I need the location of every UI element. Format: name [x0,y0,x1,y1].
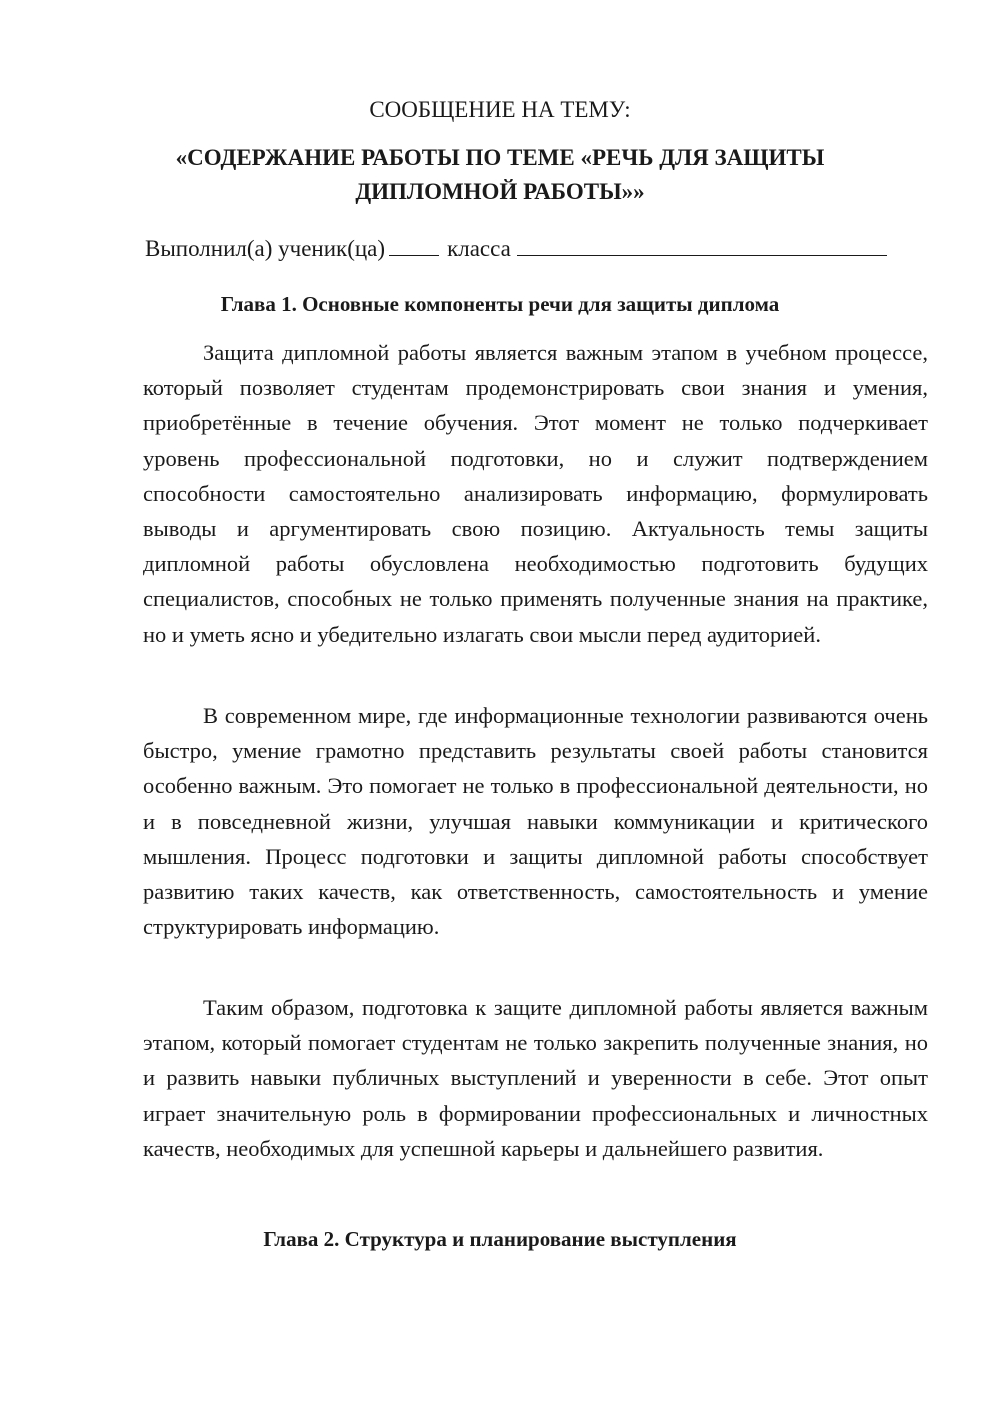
class-blank [389,233,439,256]
chapter-1-paragraph-2: В современном мире, где информационные технологии развиваются очень быстро, умение грамотно представить результаты своей работы становится особенно важным. Это помогает не только в профессиональной деятельности, но и в повседневной жизни, улучшая навыки коммуникации и критического мышления. Процесс подготовки и защиты дипломной работы способствует развитию таких качеств, как ответственность, самостоятельность и умение структурировать информацию. [143,703,928,940]
topic-line: СООБЩЕНИЕ НА ТЕМУ: [369,97,631,122]
performed-by-label: Выполнил(а) ученик(ца) [145,236,386,261]
document-title-line-1: «СОДЕРЖАНИЕ РАБОТЫ ПО ТЕМЕ «РЕЧЬ ДЛЯ ЗАЩИТЫ [175,145,825,170]
chapter-1-heading: Глава 1. Основные компоненты речи для защиты диплома [220,292,780,316]
chapter-1-paragraph-1: Защита дипломной работы является важным этапом в учебном процессе, который позволяет студентам продемонстрировать свои знания и умения, приобретённые в течение обучения. Этот момент не только подчеркивает уровень профессиональной подготовки, но и служит подтверждением способности самостоятельно анализировать информацию, формулировать выводы и аргументировать свою позицию. Актуальность темы защиты дипломной работы обусловлена необходимостью подготовить будущих специалистов, способных не только применять полученные знания на практике, но и уметь ясно и убедительно излагать свои мысли перед аудиторией. [143,340,928,647]
class-label: класса [447,236,511,261]
name-blank [517,233,887,256]
document-title-line-2: ДИПЛОМНОЙ РАБОТЫ»» [355,179,645,204]
chapter-1-paragraph-3: Таким образом, подготовка к защите дипломной работы является важным этапом, который помогает студентам не только закрепить полученные знания, но и развить навыки публичных выступлений и уверенности в себе. Этот опыт играет значительную роль в формировании профессиональных и личностных качеств, необходимых для успешной карьеры и дальнейшего развития. [143,995,928,1161]
author-line [145,233,935,264]
chapter-2-heading: Глава 2. Структура и планирование выступления [263,1227,737,1251]
